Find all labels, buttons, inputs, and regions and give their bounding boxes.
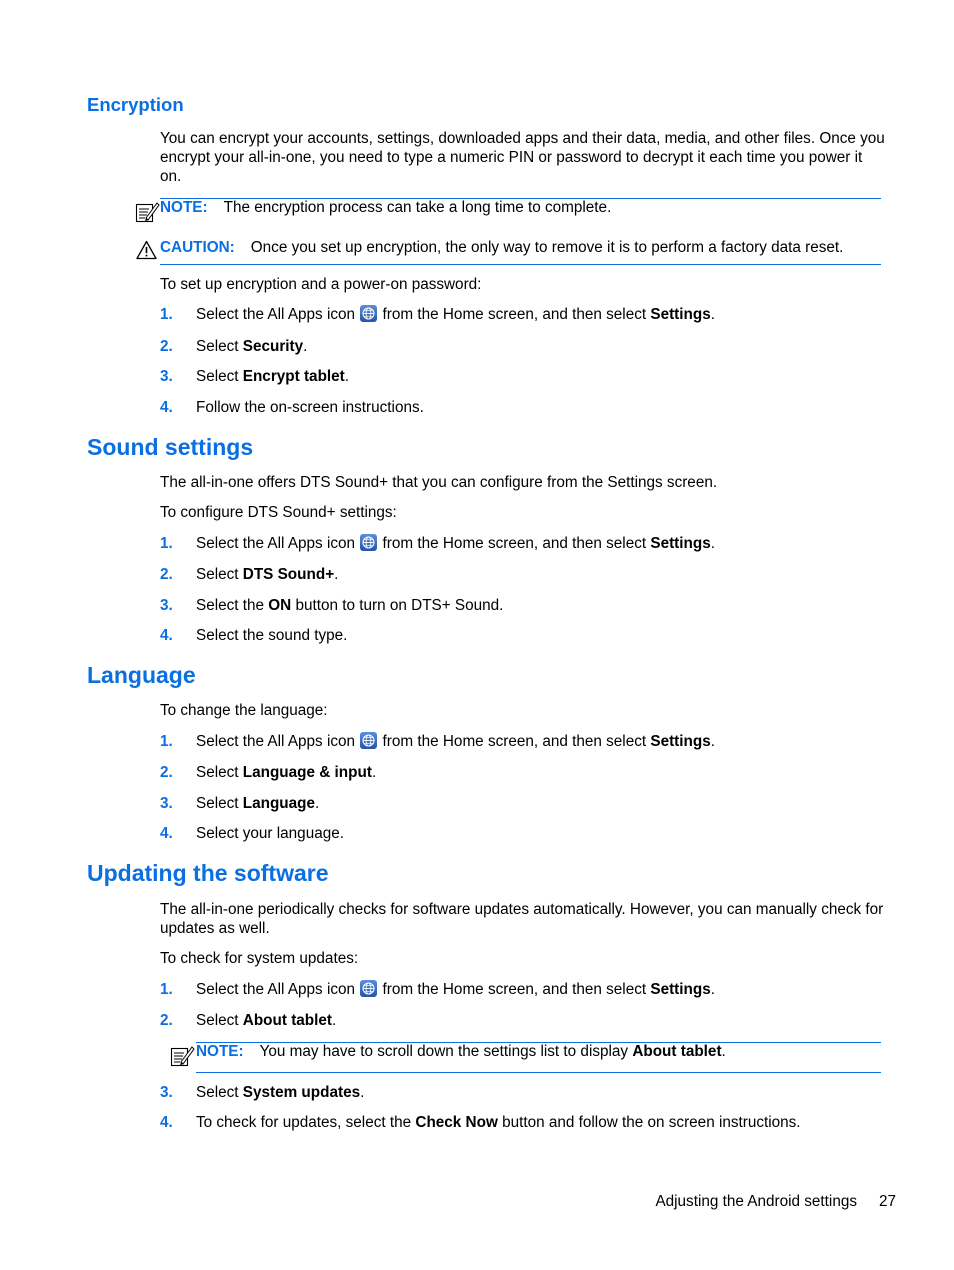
step-text: . xyxy=(710,733,715,750)
step-number: 4. xyxy=(160,1114,173,1131)
step-keyword: Settings xyxy=(650,733,711,750)
updating-step-1 xyxy=(196,980,886,999)
caution-text: Once you set up encryption, the only way to remove it is to perform a factory data reset. xyxy=(250,239,844,256)
warning-triangle-icon xyxy=(136,240,157,260)
updating-intro: The all-in-one periodically checks for software updates automatically. However, you can manually check for updates as well. xyxy=(160,901,884,937)
step-number: 4. xyxy=(160,825,173,842)
heading-updating-software: Updating the software xyxy=(87,860,329,886)
step-text: . xyxy=(334,566,339,583)
encryption-intro: You can encrypt your accounts, settings, downloaded apps and their data, media, and other files. Once you encrypt your all-in-one, you need to type a numeric PIN or password to decrypt it each time you power it on. xyxy=(160,130,885,185)
step-text: from the Home screen, and then select xyxy=(378,981,651,998)
step-keyword: ON xyxy=(268,597,292,614)
all-apps-grid-icon xyxy=(360,305,377,322)
step-text: Select the All Apps icon xyxy=(196,981,356,998)
step-keyword: Settings xyxy=(650,981,711,998)
encryption-step-3 xyxy=(196,367,886,386)
step-text: Select xyxy=(196,1012,243,1029)
all-apps-grid-icon xyxy=(360,534,377,551)
step-text: . xyxy=(315,795,320,812)
step-keyword: Encrypt tablet xyxy=(242,368,345,385)
step-keyword: DTS Sound+ xyxy=(242,566,335,583)
step-number: 3. xyxy=(160,795,173,812)
step-text: . xyxy=(360,1084,365,1101)
step-text: Select the All Apps icon xyxy=(196,535,356,552)
language-lead: To change the language: xyxy=(160,702,328,719)
step-keyword: Language xyxy=(242,795,316,812)
encryption-lead: To set up encryption and a power-on password: xyxy=(160,276,482,293)
sound-intro: The all-in-one offers DTS Sound+ that you can configure from the Settings screen. xyxy=(160,474,718,491)
step-text: Select xyxy=(196,566,243,583)
step-text: . xyxy=(371,764,377,781)
step-text: Select the All Apps icon xyxy=(196,733,356,750)
step-text: . xyxy=(710,981,715,998)
updating-note xyxy=(196,1042,726,1061)
step-number: 1. xyxy=(160,733,173,750)
step-number: 2. xyxy=(160,1012,173,1029)
step-keyword: Check Now xyxy=(415,1114,498,1131)
step-text: from the Home screen, and then select xyxy=(378,306,651,323)
step-text: Select xyxy=(196,1084,243,1101)
sound-step-4: Select the sound type. xyxy=(196,627,348,644)
step-number: 2. xyxy=(160,566,173,583)
step-text: . xyxy=(303,338,308,355)
step-keyword: System updates xyxy=(242,1084,361,1101)
note-keyword: About tablet xyxy=(632,1043,722,1060)
step-number: 3. xyxy=(160,368,173,385)
encryption-caution xyxy=(160,238,843,257)
step-text: Select the xyxy=(196,597,269,614)
step-number: 3. xyxy=(160,597,173,614)
step-text: button and follow the on screen instructions. xyxy=(497,1114,801,1131)
step-text: . xyxy=(710,306,715,323)
all-apps-grid-icon xyxy=(360,980,377,997)
caution-rule-bottom xyxy=(160,264,881,265)
step-text: Select xyxy=(196,795,243,812)
step-text: button to turn on DTS+ Sound. xyxy=(291,597,504,614)
note-text: The encryption process can take a long time to complete. xyxy=(223,199,612,216)
step-text: from the Home screen, and then select xyxy=(378,733,651,750)
step-number: 2. xyxy=(160,764,173,781)
step-text: . xyxy=(710,535,715,552)
updating-step-2 xyxy=(196,1011,886,1030)
note-label: NOTE: xyxy=(160,199,208,216)
encryption-step-4: Follow the on-screen instructions. xyxy=(196,399,424,416)
step-number: 3. xyxy=(160,1084,173,1101)
step-keyword: Language & input xyxy=(242,764,372,781)
heading-sound-settings: Sound settings xyxy=(87,434,254,460)
step-text: . xyxy=(332,1012,337,1029)
step-number: 1. xyxy=(160,306,173,323)
updating-step-4 xyxy=(196,1113,886,1132)
all-apps-grid-icon xyxy=(360,732,377,749)
language-step-3 xyxy=(196,794,886,813)
language-step-4: Select your language. xyxy=(196,825,344,842)
note-text: . xyxy=(721,1043,726,1060)
step-number: 4. xyxy=(160,399,173,416)
note-pencil-icon xyxy=(135,201,160,223)
step-keyword: About tablet xyxy=(242,1012,332,1029)
encryption-step-1 xyxy=(196,305,886,324)
note-label: NOTE: xyxy=(196,1043,244,1060)
step-number: 2. xyxy=(160,338,173,355)
step-text: from the Home screen, and then select xyxy=(378,535,651,552)
footer-section-title: Adjusting the Android settings xyxy=(655,1193,857,1210)
note-text: You may have to scroll down the settings list to display xyxy=(259,1043,633,1060)
step-text: To check for updates, select the xyxy=(196,1114,416,1131)
heading-encryption: Encryption xyxy=(87,94,184,115)
language-step-2 xyxy=(196,763,886,782)
step-keyword: Settings xyxy=(650,306,711,323)
page-footer xyxy=(655,1192,896,1211)
step-number: 1. xyxy=(160,981,173,998)
step-text: Select xyxy=(196,368,243,385)
updating-step-3 xyxy=(196,1083,886,1102)
note-pencil-icon xyxy=(170,1045,195,1067)
footer-page-number: 27 xyxy=(878,1193,896,1210)
sound-step-2 xyxy=(196,565,886,584)
language-step-1 xyxy=(196,732,886,751)
step-text: Select the All Apps icon xyxy=(196,306,356,323)
sound-step-3 xyxy=(196,596,886,615)
encryption-note xyxy=(160,198,611,217)
encryption-step-2 xyxy=(196,337,886,356)
sound-step-1 xyxy=(196,534,886,553)
step-number: 1. xyxy=(160,535,173,552)
step-text: . xyxy=(344,368,350,385)
heading-language: Language xyxy=(87,662,196,688)
step-text: Select xyxy=(196,338,243,355)
caution-label: CAUTION: xyxy=(160,239,235,256)
sound-lead: To configure DTS Sound+ settings: xyxy=(160,504,397,521)
update-note-rule-bottom xyxy=(196,1072,881,1073)
step-keyword: Security xyxy=(242,338,304,355)
step-number: 4. xyxy=(160,627,173,644)
updating-lead: To check for system updates: xyxy=(160,950,359,967)
step-keyword: Settings xyxy=(650,535,711,552)
step-text: Select xyxy=(196,764,243,781)
